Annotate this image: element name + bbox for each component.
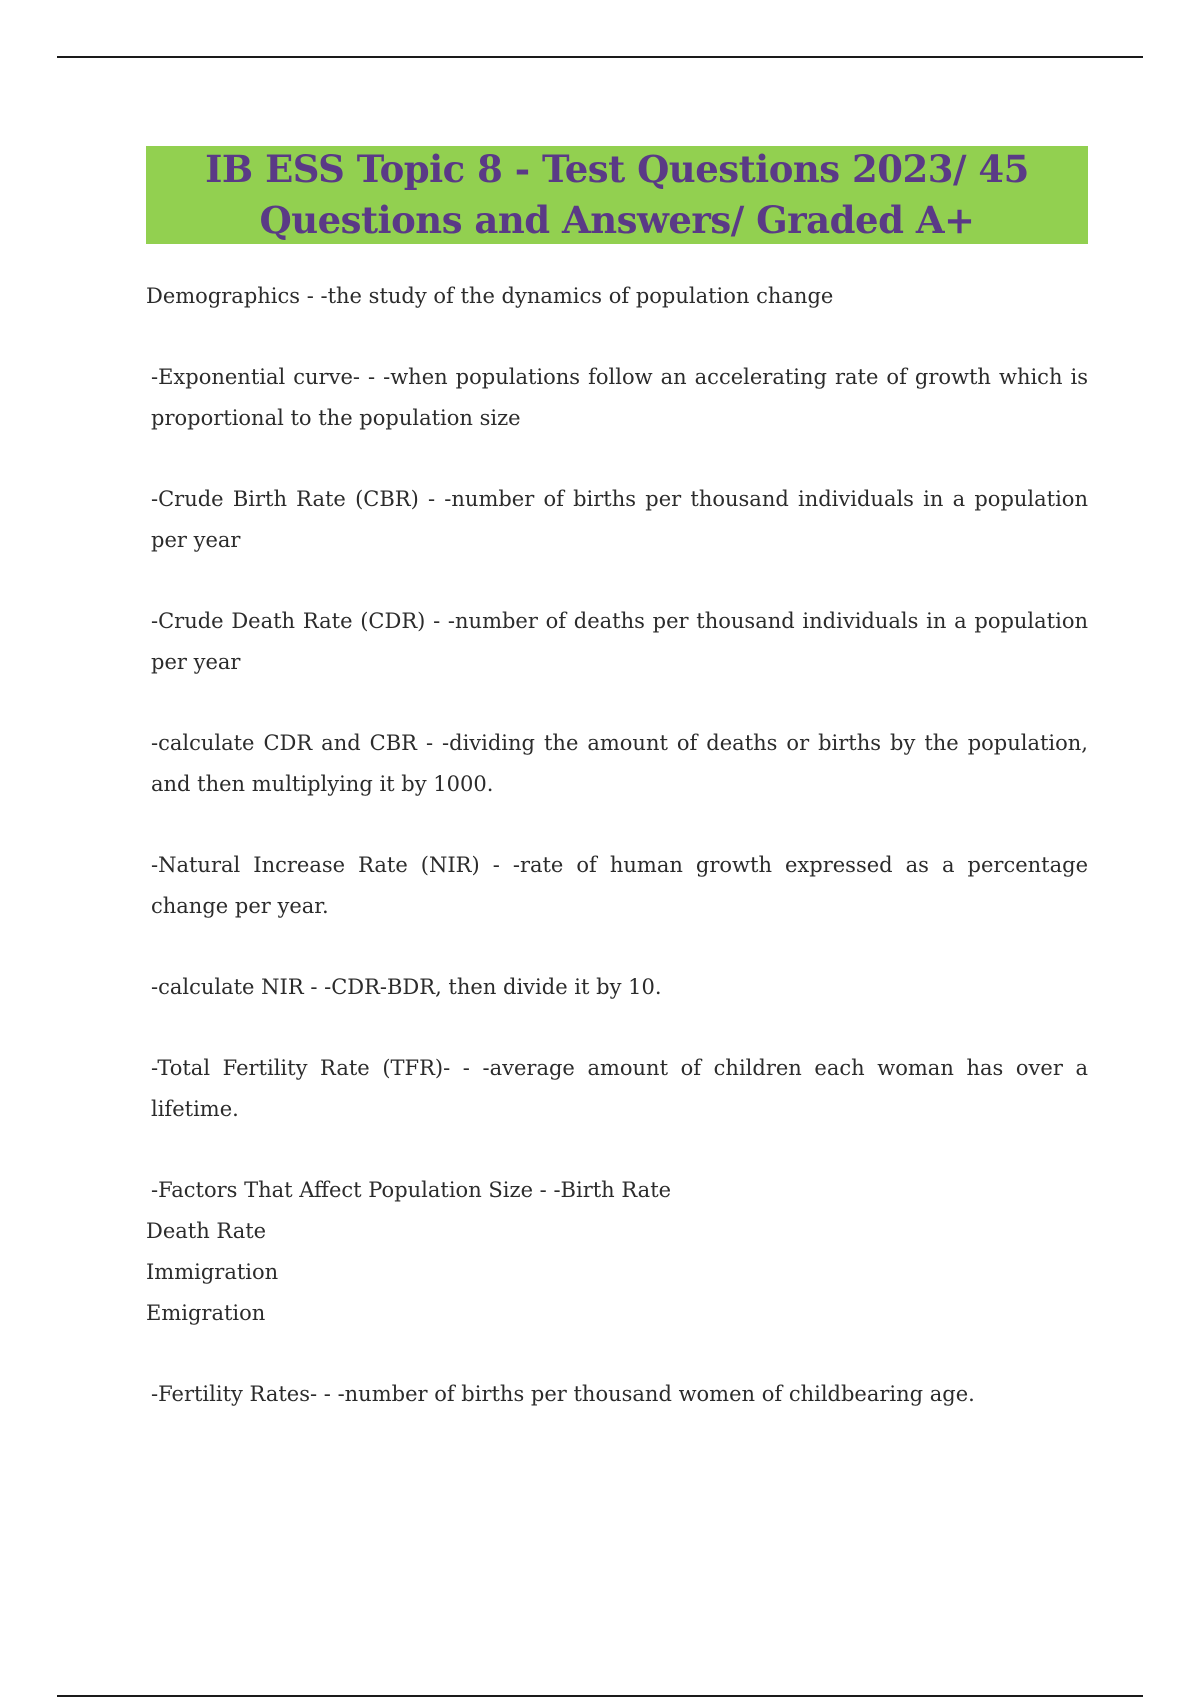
qa-item-demographics: Demographics - -the study of the dynamics of population change: [146, 284, 834, 308]
factor-immigration: Immigration: [146, 1260, 279, 1284]
qa-item-crude-birth-rate: -Crude Birth Rate (CBR) - -number of births per thousand individuals in a population per year: [151, 487, 1088, 552]
factor-death-rate: Death Rate: [146, 1219, 267, 1243]
bottom-rule: [57, 1695, 1143, 1697]
title-banner: [146, 146, 1088, 244]
qa-content: [146, 276, 1088, 1415]
qa-item-calculate-cdr-cbr: -calculate CDR and CBR - -dividing the amount of deaths or births by the population, and then multiplying it by 1000.: [151, 731, 1088, 796]
qa-item-crude-death-rate: -Crude Death Rate (CDR) - -number of deaths per thousand individuals in a population per year: [151, 609, 1088, 674]
title-line-2: Questions and Answers/ Graded A+: [259, 198, 975, 242]
document-title: [205, 144, 1029, 246]
qa-item-calculate-nir: -calculate NIR - -CDR-BDR, then divide it by 10.: [151, 975, 662, 999]
title-line-1: IB ESS Topic 8 - Test Questions 2023/ 45: [205, 147, 1029, 191]
top-rule: [57, 56, 1143, 58]
qa-item-natural-increase-rate: -Natural Increase Rate (NIR) - -rate of human growth expressed as a percentage change per year.: [151, 853, 1088, 918]
qa-item-fertility-rates: -Fertility Rates- - -number of births per thousand women of childbearing age.: [151, 1382, 975, 1406]
qa-item-factors-population-size: -Factors That Affect Population Size - -Birth Rate: [151, 1178, 672, 1202]
factor-emigration: Emigration: [146, 1301, 266, 1325]
qa-item-total-fertility-rate: -Total Fertility Rate (TFR)- - -average amount of children each woman has over a lifetime.: [151, 1056, 1088, 1121]
qa-item-exponential-curve: -Exponential curve- - -when populations follow an accelerating rate of growth which is proportional to the population size: [151, 365, 1088, 430]
